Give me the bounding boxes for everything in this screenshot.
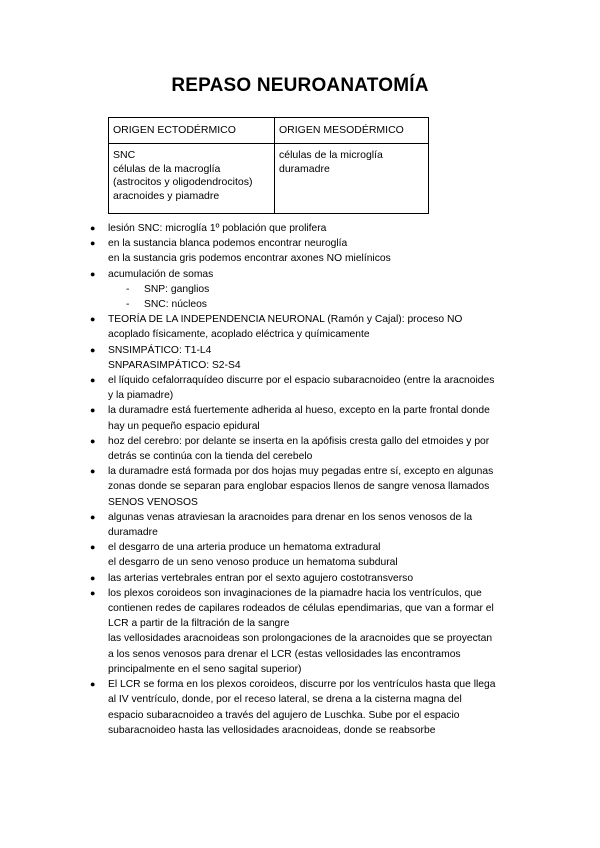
list-item-text: zonas donde se separan para englobar espacios llenos de sangre venosa llamados [108, 481, 490, 493]
list-item [90, 586, 530, 677]
page-title: REPASO NEUROANATOMÍA [171, 75, 429, 96]
cell-line: duramadre [279, 162, 330, 175]
bullet-icon: ● [90, 587, 96, 598]
list-item-text: SENOS VENOSOS [108, 496, 198, 508]
bullet-icon: ● [90, 344, 96, 355]
list-item [90, 343, 530, 373]
list-item-text: SNSIMPÁTICO: T1-L4 [108, 344, 212, 356]
list-item-text: en la sustancia gris podemos encontrar axones NO mielínicos [108, 253, 391, 265]
list-item [90, 221, 530, 236]
cell-line: aracnoides y piamadre [113, 189, 220, 202]
list-item-text: subaracnoideo hasta las vellosidades aracnoideas, donde se reabsorbe [108, 724, 436, 736]
list-item [90, 312, 530, 342]
list-item [90, 677, 530, 738]
list-item-text: en la sustancia blanca podemos encontrar neuroglía [108, 238, 348, 250]
list-item-text: el desgarro de un seno venoso produce un hematoma subdural [108, 557, 398, 569]
list-item-text: los plexos coroideos son invaginaciones de la piamadre hacia los ventrículos, que [108, 587, 482, 599]
list-item [90, 434, 530, 464]
list-item-text: la duramadre está fuertemente adherida al hueso, excepto en la parte frontal donde [108, 405, 490, 417]
cell-line: células de la macroglía [113, 162, 221, 175]
list-item-text: la duramadre está formada por dos hojas muy pegadas entre sí, excepto en algunas [108, 466, 494, 478]
header-mesodermal: ORIGEN MESODÉRMICO [275, 118, 429, 144]
list-item [90, 540, 530, 570]
list-item-text: el líquido cefalorraquídeo discurre por el espacio subaracnoideo (entre la aracnoides [108, 375, 495, 387]
list-item-text: contienen redes de capilares rodeados de células ependimarias, que van a formar el [108, 603, 494, 615]
bullet-icon: ● [90, 223, 96, 233]
list-item-text: a los senos venosos para drenar el LCR (estas vellosidades las encontramos [108, 648, 461, 660]
list-item-text: lesión SNC: microglía 1º población que prolifera [108, 223, 327, 234]
list-item-text: las vellosidades aracnoideas son prolongaciones de la aracnoides que se proyectan [108, 633, 493, 645]
bullet-icon: ● [90, 238, 96, 249]
list-item-text: detrás se continúa con la tienda del cerebelo [108, 451, 313, 463]
bullet-icon: ● [90, 375, 96, 386]
dash-icon: - [126, 299, 130, 311]
bullet-icon: ● [90, 542, 96, 553]
list-item-text: acumulación de somas [108, 268, 214, 280]
list-item-text: SNPARASIMPÁTICO: S2-S4 [108, 359, 241, 371]
list-item-text: acoplado físicamente, acoplado eléctrica y químicamente [108, 329, 370, 341]
list-item [90, 464, 530, 510]
sub-list-item [108, 282, 530, 297]
bullet-icon: ● [90, 268, 96, 279]
cell-line: células de la microglía [279, 149, 383, 161]
bullet-icon: ● [90, 435, 96, 446]
bullet-icon: ● [90, 405, 96, 416]
list-item [90, 267, 530, 313]
list-item-text: hoz del cerebro: por delante se inserta en la apófisis cresta gallo del etmoides y por [108, 435, 490, 447]
cell-ectodermal [109, 144, 275, 214]
origin-table [108, 117, 429, 214]
list-item [90, 373, 530, 403]
list-item-text: algunas venas atraviesan la aracnoides para drenar en los senos venosos de la [108, 511, 473, 523]
sub-list-item-text: SNP: ganglios [144, 283, 210, 295]
list-item-text: TEORÍA DE LA INDEPENDENCIA NEURONAL (Ramón y Cajal): proceso NO [108, 314, 463, 326]
sub-list-item [108, 297, 530, 312]
list-item [90, 571, 530, 586]
sub-list [108, 282, 530, 312]
cell-line: SNC [113, 149, 136, 161]
list-item-text: principalmente en el seno sagital superior) [108, 663, 302, 675]
list-item-text: hay un pequeño espacio epidural [108, 420, 260, 432]
list-item-text: espacio subaracnoideo a través del agujero de Luschka. Sube por el espacio [108, 709, 460, 721]
list-item-text: al IV ventrículo, donde, por el receso lateral, se drena a la cisterna magna del [108, 694, 462, 706]
list-item-text: el desgarro de una arteria produce un hematoma extradural [108, 542, 381, 554]
cell-line: (astrocitos y oligodendrocitos) [113, 176, 253, 188]
list-item-text: LCR a partir de la filtración de la sangre [108, 618, 290, 630]
list-item-text: duramadre [108, 527, 158, 539]
notes-list [90, 221, 530, 738]
bullet-icon: ● [90, 466, 96, 477]
list-item-text: y la piamadre) [108, 390, 174, 402]
sub-list-item-text: SNC: núcleos [144, 299, 207, 311]
bullet-icon: ● [90, 511, 96, 522]
list-item-text: El LCR se forma en los plexos coroideos, discurre por los ventrículos hasta que llega [108, 679, 496, 691]
list-item-text: las arterias vertebrales entran por el sexto agujero costotransverso [108, 572, 414, 584]
list-item [90, 510, 530, 540]
header-ectodermal: ORIGEN ECTODÉRMICO [109, 118, 275, 144]
list-item [90, 236, 530, 266]
cell-mesodermal [275, 144, 429, 214]
bullet-icon: ● [90, 314, 96, 325]
dash-icon: - [126, 283, 130, 295]
bullet-icon: ● [90, 679, 96, 690]
bullet-icon: ● [90, 572, 96, 583]
list-item [90, 403, 530, 433]
